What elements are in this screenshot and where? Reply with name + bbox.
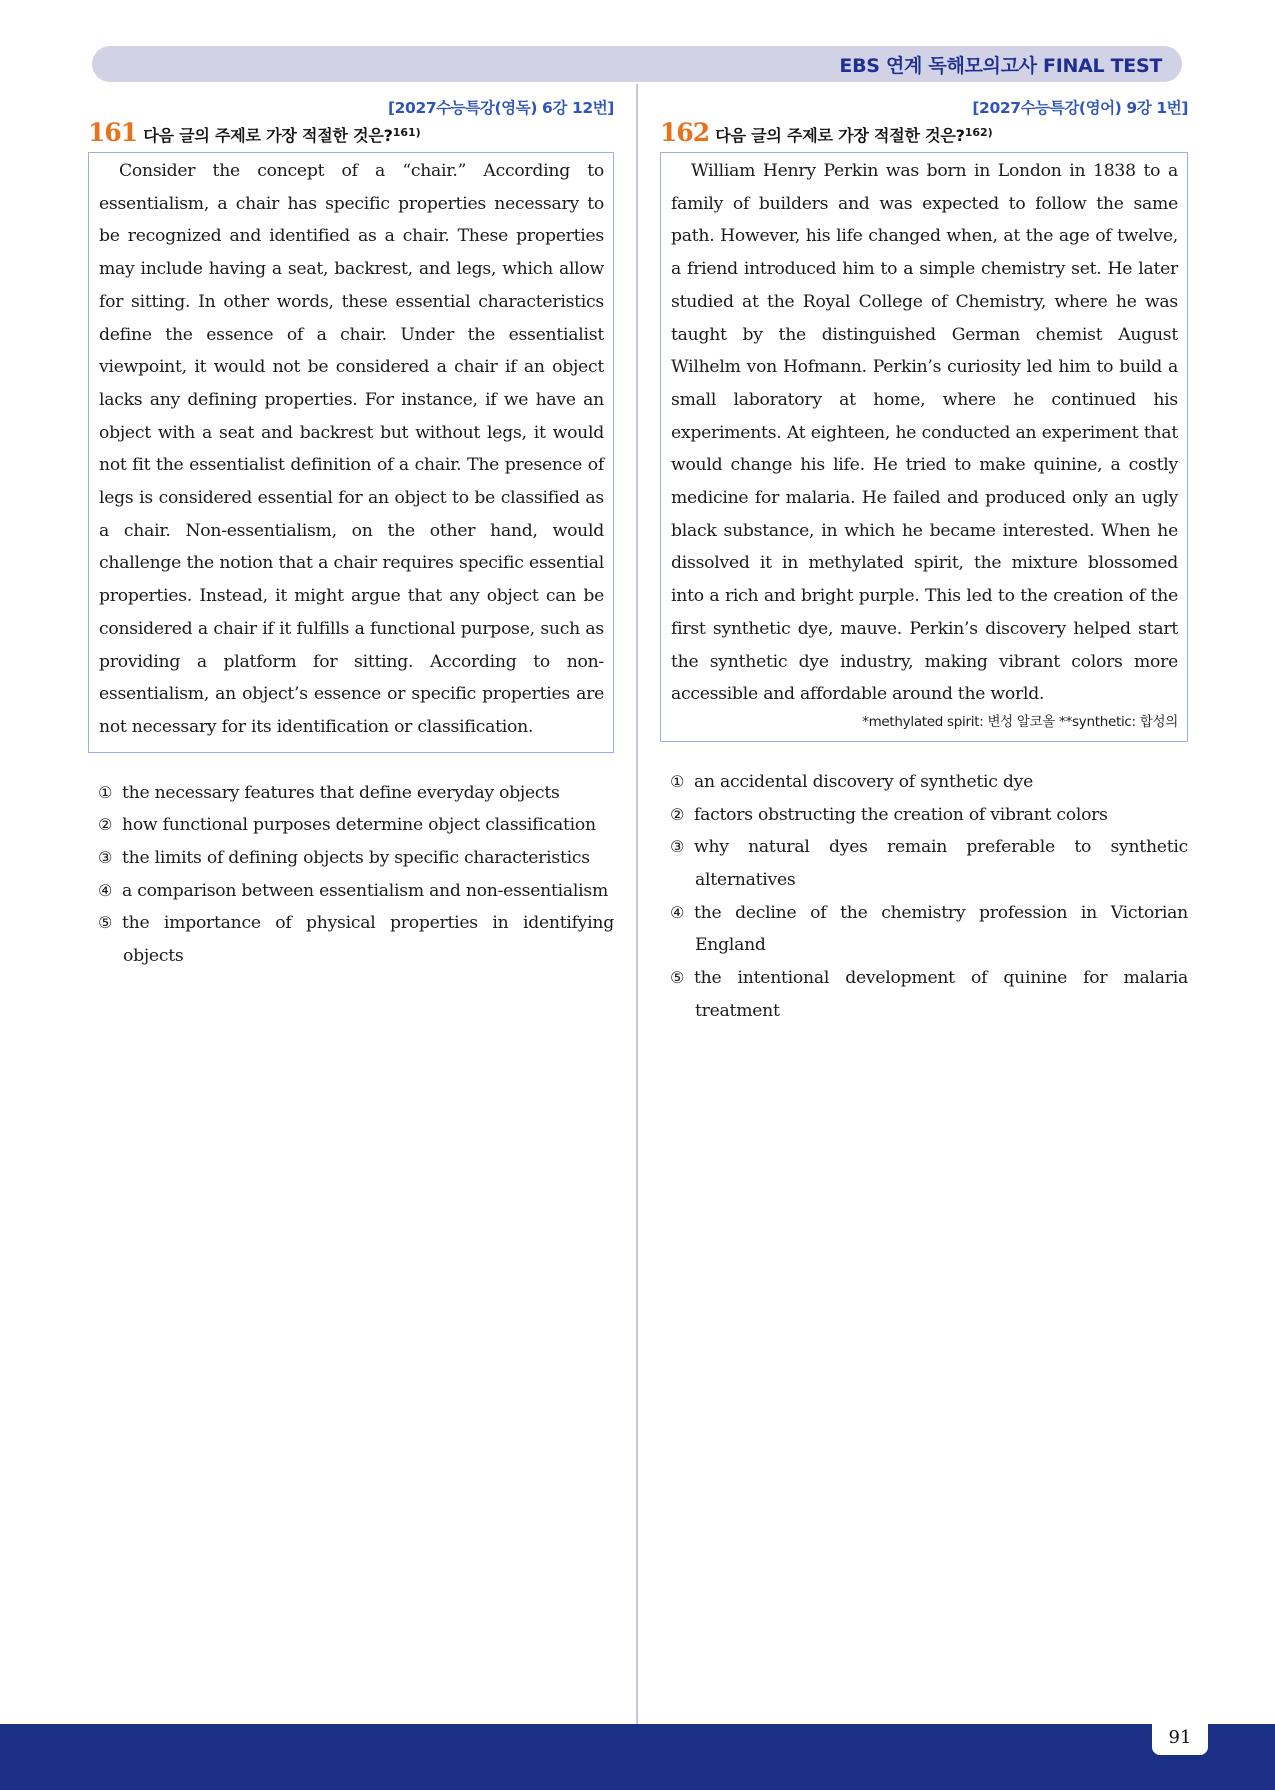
option-text: an accidental discovery of synthetic dye: [694, 771, 1033, 792]
option-number: ⑤: [98, 913, 113, 933]
source-reference: [2027수능특강(영어) 9강 1번]: [972, 99, 1188, 117]
passage-box: [660, 152, 1188, 742]
question-162: [660, 96, 1188, 1028]
option-text: the limits of defining objects by specific characteristics: [122, 848, 590, 869]
option-number: ⑤: [670, 968, 685, 988]
answer-options: [660, 766, 1188, 1028]
option-4[interactable]: [98, 875, 614, 908]
option-number: ④: [670, 902, 685, 922]
passage-text: William Henry Perkin was born in London in 1838 to a family of builders and was expected to follow the same path. However, his life changed when, at the age of twelve, a friend introduced him to a simple chemistry set. He later studied at the Royal College of Chemistry, where he was taught by the distinguished German chemist August Wilhelm von Hofmann. Perkin’s curiosity led him to build a small laboratory at home, where he continued his experiments. At eighteen, he conducted an experiment that would change his life. He tried to make quinine, a costly medicine for malaria. He failed and produced only an ugly black substance, in which he became interested. When he dissolved it in methylated spirit, the mixture blossomed into a rich and bright purple. This led to the creation of the first synthetic dye, mauve. Perkin’s discovery helped start the synthetic dye industry, making vibrant colors more accessible and affordable around the world.: [671, 161, 1178, 705]
option-4[interactable]: [670, 897, 1188, 962]
option-text: the importance of physical properties in identifying objects: [122, 913, 614, 967]
option-number: ①: [98, 782, 113, 802]
question-prompt: 다음 글의 주제로 가장 적절한 것은?: [715, 126, 965, 145]
question-number: 162: [660, 118, 710, 147]
option-number: ②: [670, 804, 685, 824]
option-1[interactable]: [98, 777, 614, 810]
question-prompt: 다음 글의 주제로 가장 적절한 것은?: [143, 126, 393, 145]
option-2[interactable]: [98, 809, 614, 842]
option-number: ④: [98, 880, 113, 900]
option-text: factors obstructing the creation of vibrant colors: [694, 804, 1108, 825]
answer-options: [88, 777, 614, 973]
footer-bar: [0, 1724, 1275, 1790]
vocabulary-footnote: *methylated spirit: 변성 알코올 **synthetic: 합성의: [862, 713, 1178, 730]
option-text: the decline of the chemistry profession in Victorian England: [694, 902, 1188, 956]
option-5[interactable]: [98, 907, 614, 972]
column-divider: [636, 84, 638, 1724]
passage-text: Consider the concept of a “chair.” According to essentialism, a chair has specific properties necessary to be recognized and identified as a chair. These properties may include having a seat, backrest, and legs, which allow for sitting. In other words, these essential characteristics define the essence of a chair. Under the essentialist viewpoint, it would not be considered a chair if an object lacks any defining properties. For instance, if we have an object with a seat and backrest but without legs, it would not fit the essentialist definition of a chair. The presence of legs is considered essential for an object to be classified as a chair. Non-essentialism, on the other hand, would challenge the notion that a chair requires specific essential properties. Instead, it might argue that any object can be considered a chair if it fulfills a functional purpose, such as providing a platform for sitting. According to non-essentialism, an object’s essence or specific properties are not necessary for its identification or classification.: [99, 161, 604, 737]
source-reference: [2027수능특강(영독) 6강 12번]: [387, 99, 614, 117]
option-number: ③: [98, 848, 113, 868]
option-1[interactable]: [670, 766, 1188, 799]
option-text: how functional purposes determine object classification: [122, 815, 596, 836]
question-number: 161: [88, 118, 138, 147]
option-number: ②: [98, 815, 113, 835]
option-3[interactable]: [670, 831, 1188, 896]
page-number: 91: [1152, 1721, 1208, 1755]
question-header: [88, 118, 614, 152]
question-header: [660, 118, 1188, 152]
passage-box: [88, 152, 614, 753]
header-title: EBS 연계 독해모의고사 FINAL TEST: [839, 55, 1162, 77]
footnote-ref: 161): [392, 126, 421, 139]
option-2[interactable]: [670, 799, 1188, 832]
option-text: the necessary features that define everyday objects: [122, 782, 560, 803]
option-text: the intentional development of quinine for malaria treatment: [694, 968, 1188, 1021]
option-number: ③: [670, 837, 685, 857]
option-text: a comparison between essentialism and non-essentialism: [122, 880, 608, 901]
option-text: why natural dyes remain preferable to synthetic alternatives: [694, 837, 1188, 891]
option-3[interactable]: [98, 842, 614, 875]
header-bar: [92, 46, 1182, 82]
option-number: ①: [670, 771, 685, 791]
option-5[interactable]: [670, 962, 1188, 1027]
footnote-ref: 162): [964, 126, 993, 139]
question-161: [88, 96, 614, 973]
